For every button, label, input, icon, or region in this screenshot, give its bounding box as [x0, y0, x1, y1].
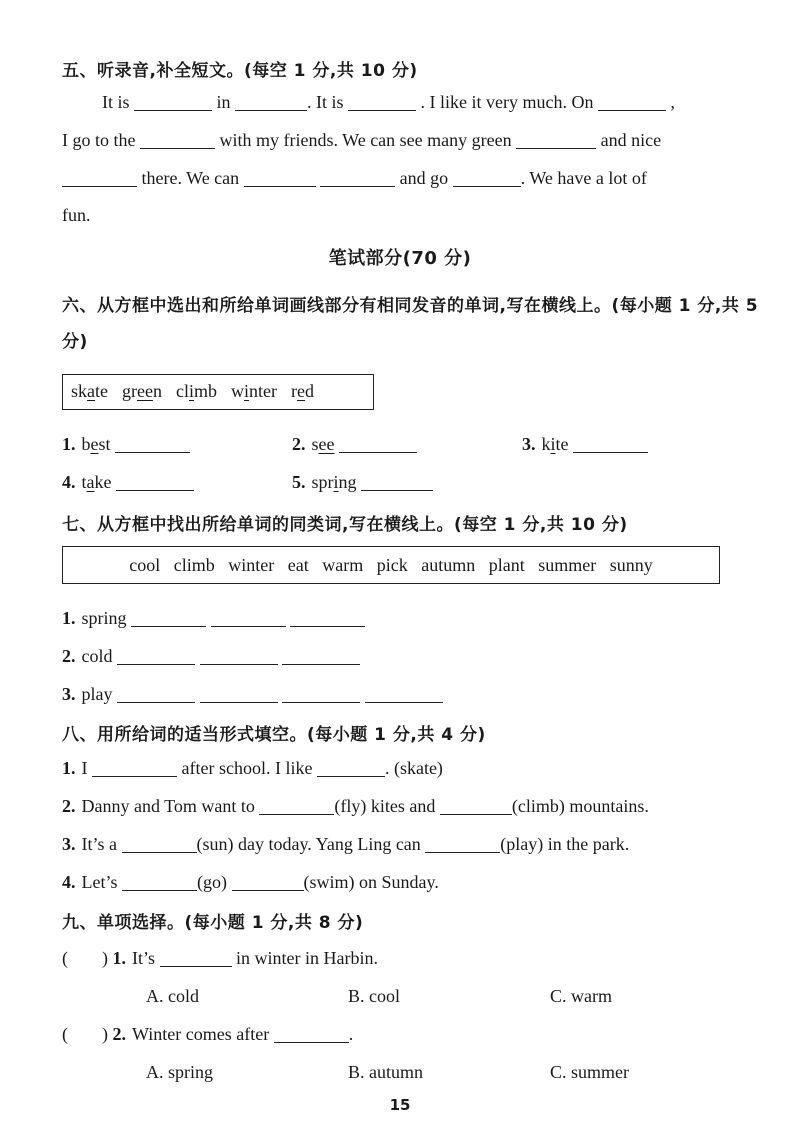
box-word: summer — [538, 555, 597, 575]
box-word — [122, 381, 162, 402]
text: Let’s — [81, 872, 118, 892]
answer-paren-open: ( — [62, 948, 68, 968]
blank[interactable] — [160, 948, 232, 967]
blank[interactable] — [320, 168, 395, 187]
text: (sun) day today. Yang Ling can — [196, 834, 421, 854]
box-word — [231, 381, 277, 402]
text: n — [153, 381, 162, 401]
blank[interactable] — [259, 796, 334, 815]
blank[interactable] — [290, 608, 365, 627]
blank[interactable] — [211, 608, 286, 627]
text: i — [189, 381, 195, 401]
blank[interactable] — [516, 130, 596, 149]
section5-title: 五、听录音,补全短文。(每空 1 分,共 10 分) — [62, 61, 418, 81]
text: st — [98, 434, 111, 454]
blank[interactable] — [274, 1024, 349, 1043]
text: b — [81, 434, 91, 454]
item-number: 1. — [62, 608, 76, 628]
box-word: winter — [228, 555, 275, 575]
text: ng — [338, 472, 357, 492]
blank[interactable] — [117, 646, 195, 665]
blank[interactable] — [339, 434, 417, 453]
blank[interactable] — [282, 684, 360, 703]
section6-item-1 — [62, 434, 190, 455]
q1-option-a[interactable]: A. cold — [146, 986, 199, 1006]
written-part-heading: 笔试部分(70 分) — [328, 248, 472, 269]
item-number: 4. — [62, 472, 76, 492]
text: with my friends. We can see many green — [219, 130, 512, 150]
text: s — [311, 434, 319, 454]
section8-item-3 — [62, 834, 629, 855]
blank[interactable] — [317, 758, 385, 777]
text: I go to the — [62, 130, 136, 150]
item-number: 2. — [292, 434, 306, 454]
text: and nice — [600, 130, 662, 150]
text: . (skate) — [384, 758, 443, 778]
item-number: 5. — [292, 472, 306, 492]
blank[interactable] — [598, 92, 666, 111]
text: e — [90, 434, 99, 454]
box-word: autumn — [421, 555, 476, 575]
text: ke — [94, 472, 112, 492]
box-word: eat — [287, 555, 309, 575]
section6-item-5 — [292, 472, 433, 493]
blank[interactable] — [425, 834, 500, 853]
item-number: 1. — [62, 434, 76, 454]
section8-title: 八、用所给词的适当形式填空。(每小题 1 分,共 4 分) — [62, 725, 486, 745]
blank[interactable] — [134, 92, 212, 111]
text: w — [231, 381, 245, 401]
item-number: 3. — [62, 834, 76, 854]
text: . — [348, 1024, 354, 1044]
q2-option-a[interactable]: A. spring — [146, 1062, 213, 1082]
answer-paren-close: ) — [102, 948, 108, 968]
text: . I like it very much. On — [420, 92, 594, 112]
text: te — [95, 381, 109, 401]
item-number: 2. — [62, 796, 76, 816]
section9-title: 九、单项选择。(每小题 1 分,共 8 分) — [62, 913, 364, 933]
text: (climb) mountains. — [511, 796, 649, 816]
blank[interactable] — [92, 758, 177, 777]
box-word — [176, 381, 217, 402]
box-word: plant — [488, 555, 525, 575]
blank[interactable] — [62, 168, 137, 187]
blank[interactable] — [122, 834, 197, 853]
item-number: 2. — [112, 1024, 126, 1044]
section8-item-4 — [62, 872, 439, 893]
page-number: 15 — [389, 1096, 411, 1114]
blank[interactable] — [200, 646, 278, 665]
item-number: 1. — [112, 948, 126, 968]
text: e — [297, 381, 306, 401]
text: I — [81, 758, 88, 778]
blank[interactable] — [116, 472, 194, 491]
text: after school. I like — [181, 758, 313, 778]
q1-option-c[interactable]: C. warm — [550, 986, 612, 1006]
item-number: 3. — [522, 434, 536, 454]
text: cold — [81, 646, 113, 666]
text: Danny and Tom want to — [81, 796, 255, 816]
box-word — [291, 381, 314, 402]
text: gr — [122, 381, 138, 401]
section5-line1 — [102, 92, 675, 113]
text: i — [333, 472, 339, 492]
text: i — [244, 381, 250, 401]
text: in winter in Harbin. — [236, 948, 378, 968]
section7-item-3 — [62, 684, 443, 705]
section6-item-4 — [62, 472, 194, 493]
section7-word-box — [62, 546, 720, 584]
section7-item-2 — [62, 646, 360, 667]
answer-paren-open: ( — [62, 1024, 68, 1044]
blank[interactable] — [235, 92, 307, 111]
text: a — [86, 472, 95, 492]
section8-item-2 — [62, 796, 649, 817]
text: (swim) on Sunday. — [303, 872, 439, 892]
text: mb — [194, 381, 218, 401]
text: in — [216, 92, 231, 112]
text: te — [555, 434, 569, 454]
blank[interactable] — [453, 168, 521, 187]
text: spr — [311, 472, 334, 492]
blank[interactable] — [117, 684, 195, 703]
blank[interactable] — [440, 796, 512, 815]
text: It’s — [132, 948, 156, 968]
item-number: 3. — [62, 684, 76, 704]
q1-option-b[interactable]: B. cool — [348, 986, 400, 1006]
blank[interactable] — [131, 608, 206, 627]
text: sk — [71, 381, 88, 401]
box-word: climb — [173, 555, 215, 575]
blank[interactable] — [115, 434, 190, 453]
blank[interactable] — [348, 92, 416, 111]
text: It’s a — [81, 834, 117, 854]
text: . It is — [307, 92, 344, 112]
section6-word-box — [62, 374, 374, 410]
section7-title: 七、从方框中找出所给单词的同类词,写在横线上。(每空 1 分,共 10 分) — [62, 515, 628, 535]
box-word: cool — [129, 555, 161, 575]
section6-item-3 — [522, 434, 648, 455]
text: It is — [102, 92, 130, 112]
text: there. We can — [141, 168, 240, 188]
section5-line2 — [62, 130, 661, 151]
section6-item-2 — [292, 434, 417, 455]
text: cl — [176, 381, 189, 401]
blank[interactable] — [282, 646, 360, 665]
blank[interactable] — [573, 434, 648, 453]
q2-option-b[interactable]: B. autumn — [348, 1062, 423, 1082]
blank[interactable] — [200, 684, 278, 703]
text: d — [305, 381, 315, 401]
section6-title: 六、从方框中选出和所给单词画线部分有相同发音的单词,写在横线上。(每小题 1 分,共 5 分) — [62, 296, 759, 352]
section9-question-2 — [62, 1024, 353, 1045]
blank[interactable] — [244, 168, 316, 187]
item-number: 1. — [62, 758, 76, 778]
box-word: warm — [322, 555, 364, 575]
text: k — [541, 434, 551, 454]
section5-line3 — [62, 168, 647, 189]
item-number: 2. — [62, 646, 76, 666]
blank[interactable] — [361, 472, 433, 491]
blank[interactable] — [122, 872, 197, 891]
text: Winter comes after — [132, 1024, 270, 1044]
box-word: sunny — [609, 555, 653, 575]
text: nter — [249, 381, 278, 401]
text: a — [87, 381, 96, 401]
text: , — [670, 92, 676, 112]
blank[interactable] — [365, 684, 443, 703]
q2-option-c[interactable]: C. summer — [550, 1062, 629, 1082]
blank[interactable] — [232, 872, 304, 891]
text: (play) in the park. — [500, 834, 630, 854]
text: . We have a lot of — [520, 168, 647, 188]
text: play — [81, 684, 113, 704]
section7-item-1 — [62, 608, 365, 629]
section8-item-1 — [62, 758, 443, 779]
text: t — [81, 472, 87, 492]
answer-paren-close: ) — [102, 1024, 108, 1044]
text: (go) — [197, 872, 227, 892]
text: i — [550, 434, 556, 454]
item-number: 4. — [62, 872, 76, 892]
text: and go — [399, 168, 449, 188]
section9-question-1 — [62, 948, 378, 969]
text: ee — [318, 434, 335, 454]
text: ee — [137, 381, 153, 401]
box-word — [71, 381, 108, 402]
section5-line4: fun. — [62, 205, 91, 225]
text: (fly) kites and — [334, 796, 436, 816]
text: r — [291, 381, 298, 401]
text: spring — [81, 608, 127, 628]
box-word: pick — [376, 555, 408, 575]
blank[interactable] — [140, 130, 215, 149]
